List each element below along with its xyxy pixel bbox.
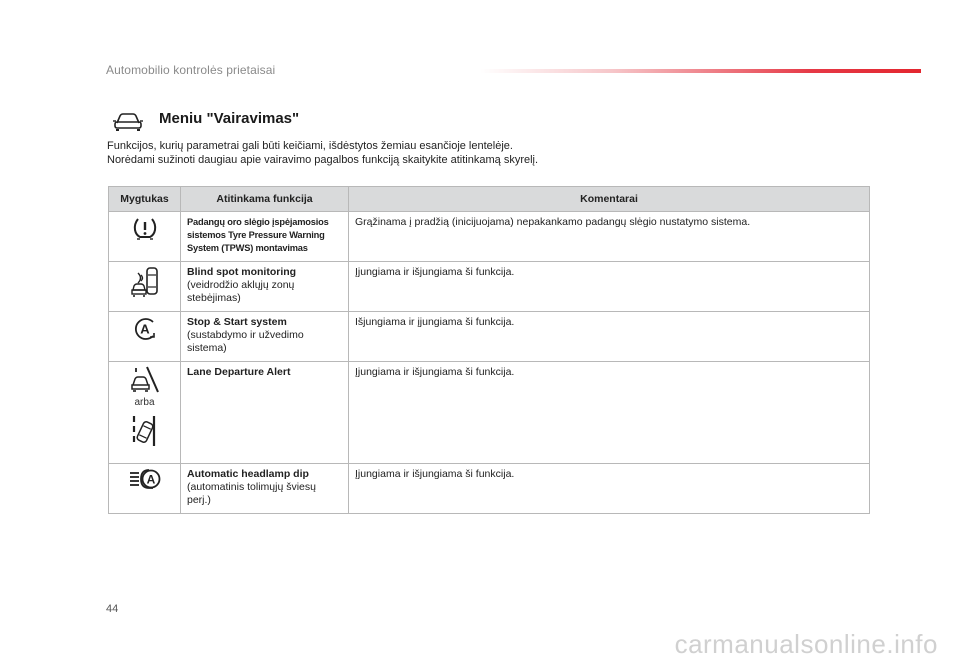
function-name: Stop & Start system [187, 316, 287, 328]
table-header-row [109, 187, 870, 212]
comment-cell: Išjungiama ir įjungiama ši funkcija. [349, 312, 870, 362]
col-header-button: Mygtukas [109, 187, 181, 212]
tyre-pressure-warning-icon [132, 216, 158, 240]
table-row [109, 212, 870, 262]
page-number: 44 [106, 603, 119, 615]
col-header-comments: Komentarai [349, 187, 870, 212]
comment-cell: Grąžinama į pradžią (inicijuojama) nepakankamo padangų slėgio nustatymo sistema. [349, 212, 870, 262]
lane-departure-top-view-icon [130, 415, 160, 447]
header-accent-bar [480, 69, 921, 73]
function-cell [181, 262, 349, 312]
watermark: carmanualsonline.info [674, 629, 938, 659]
icon-cell [109, 262, 181, 312]
function-description: (veidrodžio aklųjų zonų stebėjimas) [187, 279, 295, 304]
svg-text:A: A [146, 472, 155, 487]
comment-cell: Įjungiama ir išjungiama ši funkcija. [349, 464, 870, 514]
car-icon [113, 112, 143, 132]
function-cell [181, 212, 349, 262]
intro-text [107, 139, 538, 167]
col-header-function: Atitinkama funkcija [181, 187, 349, 212]
table-row [109, 362, 870, 464]
svg-text:A: A [139, 321, 150, 337]
table-row [109, 312, 870, 362]
table-row [109, 464, 870, 514]
icon-cell [109, 464, 181, 514]
or-label: arba [134, 397, 155, 408]
function-cell [181, 362, 349, 464]
function-name: Automatic headlamp dip [187, 468, 309, 480]
section-title: Automobilio kontrolės prietaisai [106, 63, 276, 77]
intro-line: Norėdami sužinoti daugiau apie vairavimo pagalbos funkciją skaitykite atitinkamą skyrelį. [107, 154, 539, 166]
icon-cell [109, 312, 181, 362]
lane-departure-icon [130, 366, 160, 394]
function-cell [181, 464, 349, 514]
automatic-headlamp-dip-icon [129, 468, 161, 490]
function-description: (sustabdymo ir užvedimo sistema) [187, 329, 304, 354]
intro-line: Funkcijos, kurių parametrai gali būti keičiami, išdėstytos žemiau esančioje lentelėje. [107, 140, 513, 152]
function-name: Blind spot monitoring [187, 266, 297, 278]
icon-cell [109, 212, 181, 262]
comment-cell: Įjungiama ir išjungiama ši funkcija. [349, 362, 870, 464]
menu-title: Meniu "Vairavimas" [159, 110, 300, 127]
stop-start-icon [132, 316, 158, 342]
blind-spot-monitoring-icon [130, 266, 160, 298]
function-name: Lane Departure Alert [187, 366, 291, 378]
function-cell [181, 312, 349, 362]
table-row [109, 262, 870, 312]
functions-table [108, 186, 870, 514]
function-name: Padangų oro slėgio įspėjamosios sistemos Tyre Pressure Warning System (TPWS) montavimas [187, 217, 329, 253]
function-description: (automatinis tolimųjų šviesų perj.) [187, 481, 316, 506]
icon-cell [109, 362, 181, 464]
comment-cell: Įjungiama ir išjungiama ši funkcija. [349, 262, 870, 312]
